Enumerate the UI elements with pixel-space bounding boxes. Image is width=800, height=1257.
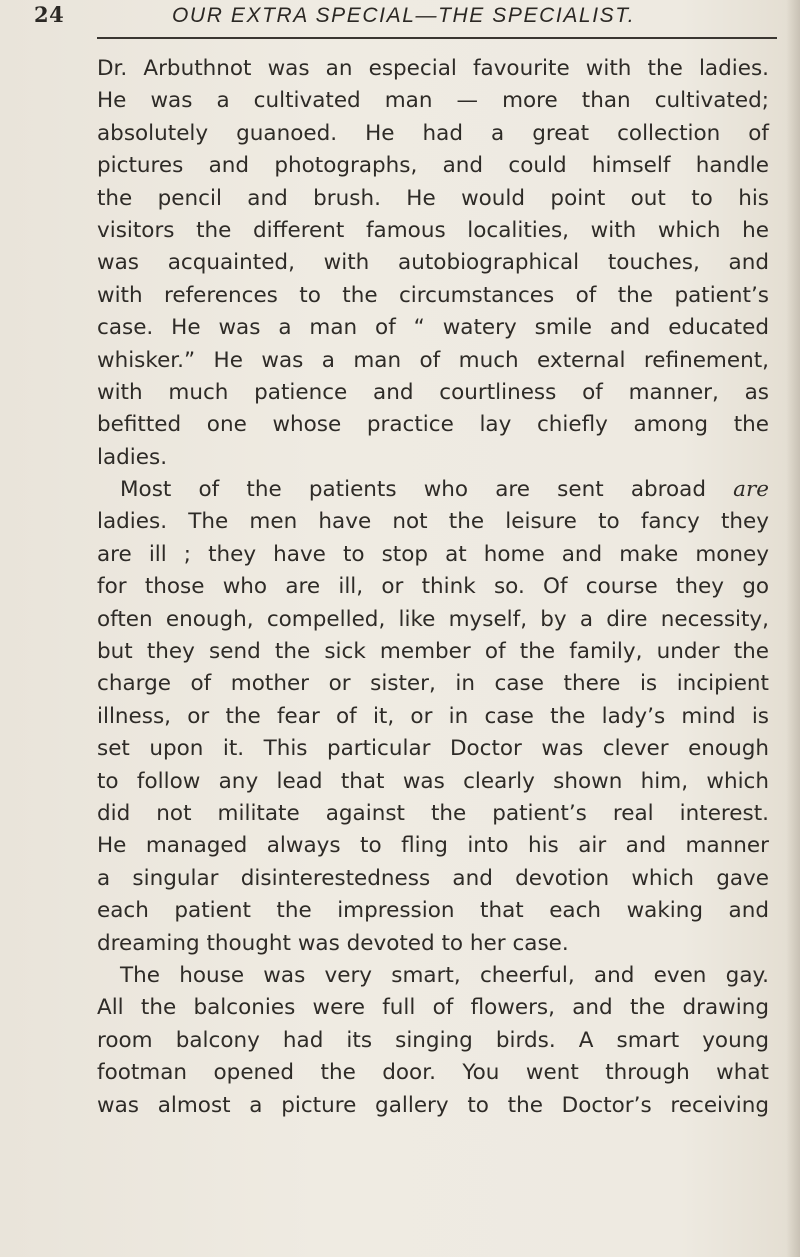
text-line: charge of mother or sister, in case there is incipient: [97, 671, 769, 697]
text-line: was acquainted, with autobiographical touches, and: [97, 250, 769, 276]
text-line: footman opened the door. You went through what: [97, 1060, 769, 1086]
body-text: [97, 53, 769, 1122]
text-line: each patient the impression that each waking and: [97, 898, 769, 924]
text-span: Most of the patients who are sent abroad: [120, 477, 734, 503]
text-line: are ill ; they have to stop at home and make money: [97, 541, 769, 567]
text-line: whisker.” He was a man of much external refinement,: [97, 347, 769, 373]
header-rule: [97, 37, 777, 39]
page-edge-shadow: [786, 0, 800, 1257]
text-line: with much patience and courtliness of manner, as: [97, 379, 769, 405]
text-line: was almost a picture gallery to the Doctor’s receiving: [97, 1092, 769, 1118]
text-line: The house was very smart, cheerful, and even gay.: [120, 962, 769, 988]
text-line: but they send the sick member of the family, under the: [97, 639, 769, 665]
text-line: All the balconies were full of flowers, and the drawing: [97, 995, 769, 1021]
text-line: Dr. Arbuthnot was an especial favourite with the ladies.: [97, 56, 769, 81]
text-line: visitors the different famous localities, with which he: [97, 217, 769, 243]
emphasized-word: are: [733, 477, 769, 503]
text-line: befitted one whose practice lay chiefly among the: [97, 412, 769, 438]
text-line: [97, 474, 769, 506]
text-line: absolutely guanoed. He had a great collection of: [97, 120, 769, 146]
text-line: did not militate against the patient’s real interest.: [97, 800, 769, 826]
text-line: to follow any lead that was clearly shown him, which: [97, 768, 769, 794]
text-line: often enough, compelled, like myself, by a dire necessity,: [97, 606, 769, 632]
text-line: with references to the circumstances of the patient’s: [97, 282, 769, 308]
text-line: illness, or the fear of it, or in case the lady’s mind is: [97, 703, 769, 729]
text-line: case. He was a man of “ watery smile and educated: [97, 315, 769, 341]
running-title: OUR EXTRA SPECIAL—THE SPECIALIST.: [172, 4, 636, 27]
running-header: [34, 2, 774, 32]
text-line: room balcony had its singing birds. A smart young: [97, 1027, 769, 1053]
text-line: the pencil and brush. He would point out to his: [97, 185, 769, 211]
text-line: ladies.: [97, 444, 168, 470]
text-line: ladies. The men have not the leisure to fancy they: [97, 509, 769, 535]
text-line: a singular disinterestedness and devotion which gave: [97, 865, 769, 891]
text-line: set upon it. This particular Doctor was clever enough: [97, 736, 769, 762]
page-number: 24: [34, 2, 65, 27]
text-line: pictures and photographs, and could himself handle: [97, 153, 769, 179]
text-line: He managed always to fling into his air and manner: [97, 833, 769, 859]
text-line: dreaming thought was devoted to her case.: [97, 930, 569, 956]
text-line: for those who are ill, or think so. Of course they go: [97, 574, 769, 600]
text-line: He was a cultivated man — more than cultivated;: [97, 88, 769, 114]
